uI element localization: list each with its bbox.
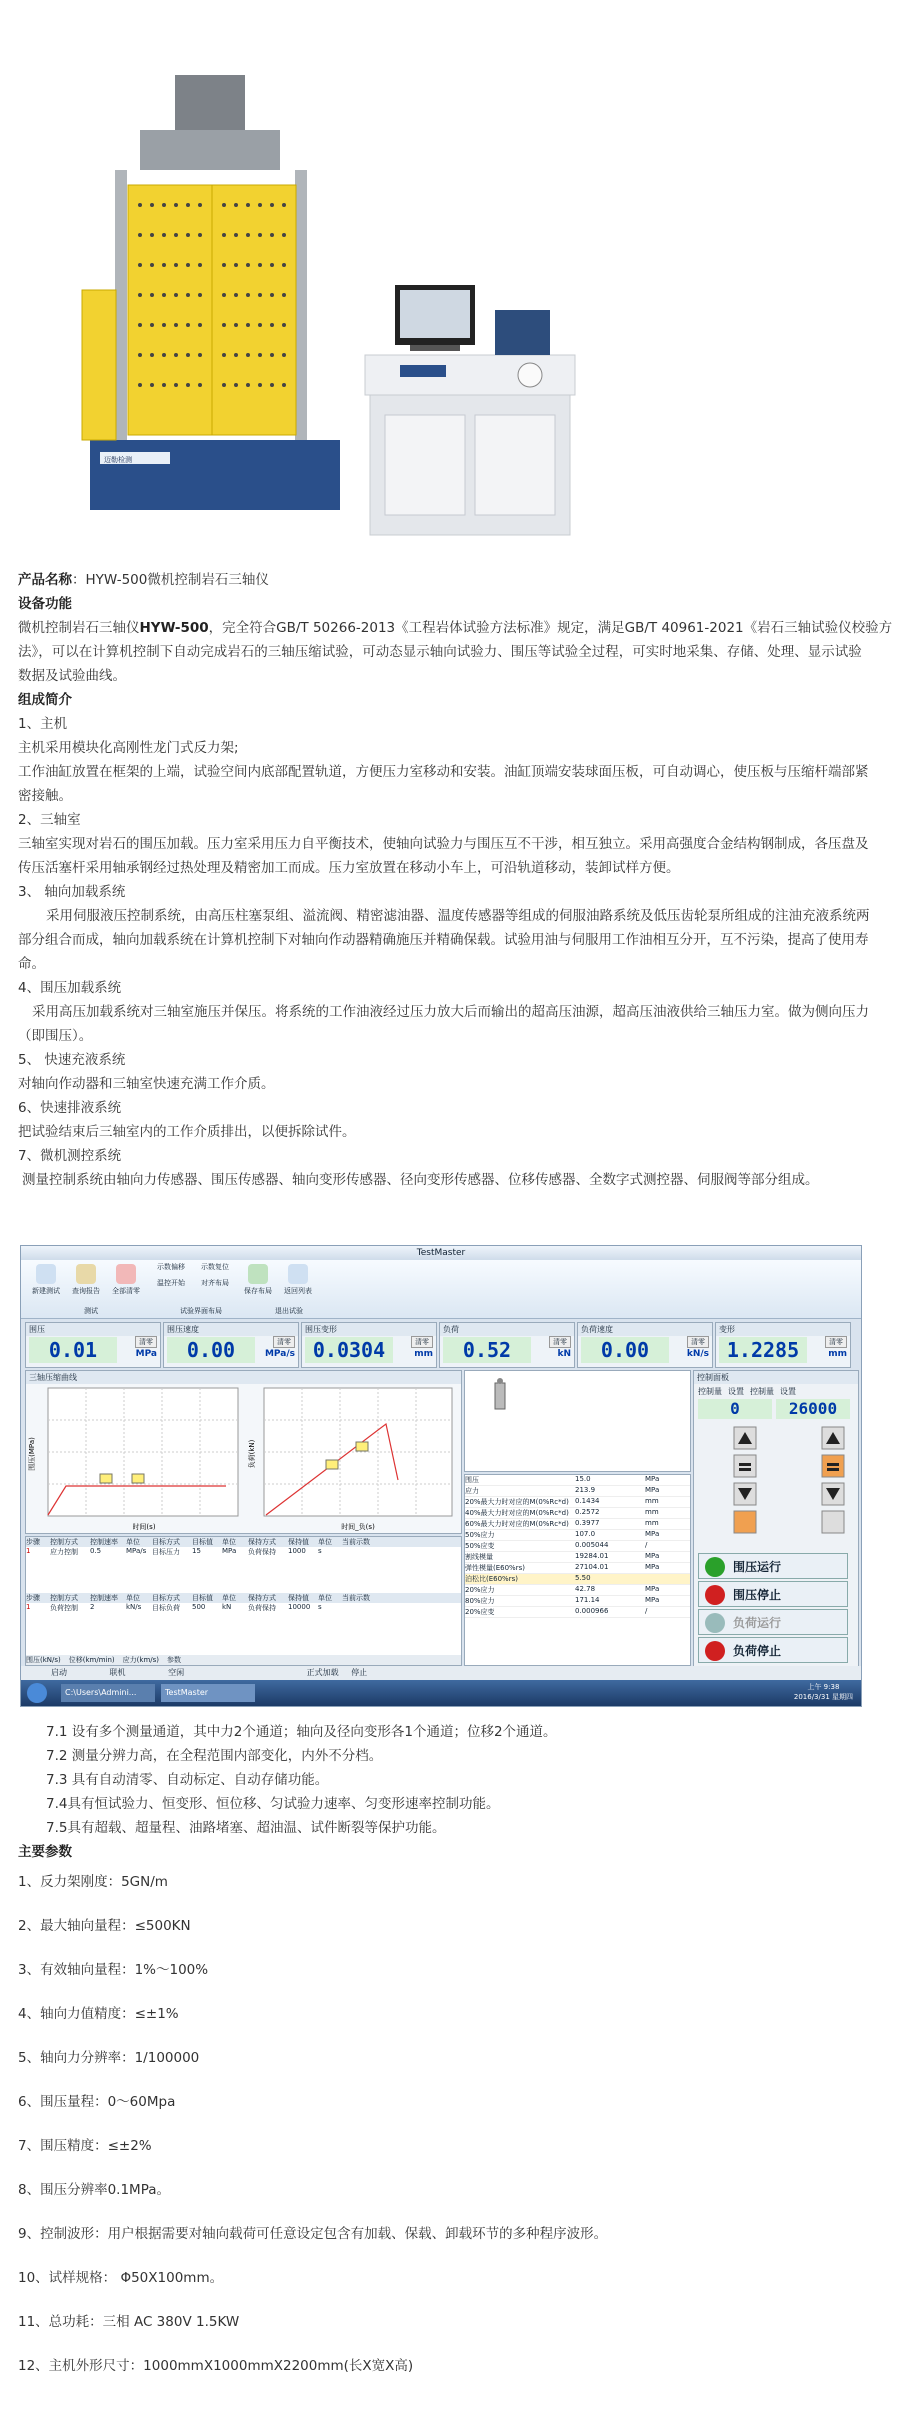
composition-heading: 组成简介 [18, 692, 72, 708]
function-heading: 设备功能 [18, 596, 72, 612]
meter-confining-pressure: 围压 0.01 清零 MPa [25, 1322, 161, 1368]
clock: 上午 9:38 2016/3/31 星期四 [793, 1683, 853, 1701]
results-row: 20%应力 42.78 MPa [465, 1585, 690, 1596]
param-item: 11、总功耗：三相 AC 380V 1.5KW [18, 2314, 240, 2330]
zero-button[interactable]: 清零 [549, 1336, 571, 1348]
tab[interactable]: 围压(kN/s) [26, 1656, 61, 1664]
charts-panel [25, 1370, 462, 1534]
save-icon [248, 1264, 268, 1284]
param-item: 9、控制波形：用户根据需要对轴向载荷可任意设定包含有加载、保载、卸载环节的多种程序波形。 [18, 2226, 608, 2242]
new-test-icon [36, 1264, 56, 1284]
param-item: 10、试样规格： Φ50X100mm。 [18, 2270, 224, 2286]
results-row: 80%应力 171.14 MPa [465, 1596, 690, 1607]
s1-title: 1、主机 [18, 716, 68, 732]
s3-text: 部分组合而成，轴向加载系统在计算机控制下对轴向作动器精确施压并精确保载。试验用油与伺服用工作油相互分开，互不污染，提高了使用寿 [18, 932, 869, 948]
zero-button[interactable]: 清零 [135, 1336, 157, 1348]
tab[interactable]: 参数 [167, 1656, 182, 1664]
group-label: 测试 [84, 1307, 98, 1315]
results-row: 50%应力 107.0 MPa [465, 1530, 690, 1541]
s1-text: 密接触。 [18, 788, 72, 804]
feature-item: 7.4具有恒试验力、恒变形、恒位移、匀试验力速率、匀变形速率控制功能。 [46, 1796, 500, 1812]
curve-charts [26, 1384, 456, 1532]
results-row: 割线模量 19284.01 MPa [465, 1552, 690, 1563]
s6-text: 把试验结束后三轴室内的工作介质排出，以便拆除试件。 [18, 1124, 356, 1140]
specimen-panel [464, 1370, 691, 1472]
step-table-header: 步骤 控制方式 控制速率 单位 目标方式 目标值 单位 保持方式 保持值 单位 当前示数 [26, 1537, 461, 1547]
step-table-header: 步骤 控制方式 控制速率 单位 目标方式 目标值 单位 保持方式 保持值 单位 当前示数 [26, 1593, 461, 1603]
s5-title: 5、 快速充液系统 [18, 1052, 126, 1068]
group-label: 试验界面布局 [180, 1307, 222, 1315]
stop-icon [705, 1585, 725, 1605]
results-table [464, 1474, 691, 1666]
results-row: 弹性模量(E60%rs) 27104.01 MPa [465, 1563, 690, 1574]
s5-text: 对轴向作动器和三轴室快速充满工作介质。 [18, 1076, 275, 1092]
s2-title: 2、三轴室 [18, 812, 81, 828]
control-panel: 控制面板 控制量 设置 控制量 设置 0 26000 围压运行 围压停止 负荷运行 负荷停止 [693, 1370, 859, 1668]
zero-button[interactable]: 清零 [687, 1336, 709, 1348]
tab[interactable]: 位移(km/min) [68, 1656, 115, 1664]
param-item: 5、轴向力分辨率：1/100000 [18, 2050, 200, 2066]
taskbar-app[interactable]: TestMaster [161, 1684, 255, 1702]
start-button[interactable] [27, 1683, 47, 1703]
function-text-3: 数据及试验曲线。 [18, 668, 126, 684]
features-list [18, 1720, 898, 1864]
feature-item: 7.5具有超载、超量程、油路堵塞、超油温、试件断裂等保护功能。 [46, 1820, 446, 1836]
meters-row [25, 1322, 857, 1366]
model-name: HYW-500 [139, 620, 209, 636]
product-info [18, 568, 898, 1192]
status-bar: 启动 联机 空闲 正式加载 停止 [21, 1666, 861, 1680]
meter-load: 负荷 0.52 清零 kN [439, 1322, 575, 1368]
s7-text: 测量控制系统由轴向力传感器、围压传感器、轴向变形传感器、径向变形传感器、位移传感器、全数字式测控器、伺服阀等部分组成。 [22, 1172, 819, 1188]
specimen-icon [475, 1377, 535, 1417]
product-name-label: 产品名称 [18, 572, 72, 588]
params-heading: 主要参数 [18, 1844, 72, 1860]
software-screenshot [20, 1245, 862, 1707]
chart-title: 三轴压缩曲线 [26, 1371, 461, 1384]
product-photo [40, 60, 600, 560]
ribbon [21, 1260, 861, 1319]
s3-title: 3、 轴向加载系统 [18, 884, 126, 900]
results-row: 60%最大力时对应的M(0%Rc*d) 0.3977 mm [465, 1519, 690, 1530]
chart1-xlabel: 时间(s) [132, 1523, 156, 1531]
play-icon [705, 1557, 725, 1577]
load-stop-button[interactable]: 负荷停止 [698, 1637, 848, 1663]
param-item: 12、主机外形尺寸：1000mmX1000mmX2200mm(长X宽X高) [18, 2358, 414, 2374]
taskbar-explorer[interactable]: C:\Users\Admini... [61, 1684, 155, 1702]
step-tables [25, 1536, 462, 1666]
meter-load-rate: 负荷速度 0.00 清零 kN/s [577, 1322, 713, 1368]
tab[interactable]: 应力(km/s) [122, 1656, 160, 1664]
params-list [18, 1872, 898, 2400]
s2-text: 传压活塞杆采用轴承钢经过热处理及精密加工而成。压力室放置在移动小车上，可沿轨道移动，装卸试样方便。 [18, 860, 680, 876]
group-label: 退出试验 [275, 1307, 303, 1315]
taskbar [21, 1680, 861, 1706]
ribbon-zero-all[interactable]: 全部清零 [107, 1264, 145, 1296]
bottom-tabs [26, 1655, 461, 1665]
load-run-button[interactable]: 负荷运行 [698, 1609, 848, 1635]
ribbon-save-layout[interactable]: 保存布局 [239, 1264, 277, 1296]
report-icon [76, 1264, 96, 1284]
results-row: 20%最大力时对应的M(0%Rc*d) 0.1434 mm [465, 1497, 690, 1508]
ribbon-reset[interactable]: 示数复位 [201, 1263, 229, 1271]
pressure-stop-button[interactable]: 围压停止 [698, 1581, 848, 1607]
ribbon-offset[interactable]: 示数偏移 [157, 1263, 185, 1271]
feature-item: 7.3 具有自动清零、自动标定、自动存储功能。 [46, 1772, 329, 1788]
zero-button[interactable]: 清零 [273, 1336, 295, 1348]
play-icon [705, 1613, 725, 1633]
s4-text: 采用高压加载系统对三轴室施压并保压。将系统的工作油液经过压力放大后而输出的超高压油源，超高压油液供给三轴压力室。做为侧向压力 [32, 1004, 869, 1020]
s1-text: 主机采用模块化高刚性龙门式反力架; [18, 740, 239, 756]
feature-item: 7.2 测量分辨力高，在全程范围内部变化，内外不分档。 [46, 1748, 383, 1764]
param-item: 4、轴向力值精度：≤±1% [18, 2006, 179, 2022]
ribbon-return[interactable]: 返回列表 [279, 1264, 317, 1296]
machine-label: 迈勒检测 [104, 456, 132, 464]
meter-pressure-deform: 围压变形 0.0304 清零 mm [301, 1322, 437, 1368]
s4-title: 4、围压加载系统 [18, 980, 122, 996]
results-row: 20%应变 0.000966 / [465, 1607, 690, 1618]
control-value-load: 26000 [776, 1399, 850, 1419]
chart2-xlabel: 时间_负(s) [341, 1523, 375, 1531]
s6-title: 6、快速排液系统 [18, 1100, 122, 1116]
param-item: 2、最大轴向量程：≤500KN [18, 1918, 191, 1934]
ribbon-align[interactable]: 对齐布局 [201, 1279, 229, 1287]
s3-text: 采用伺服液压控制系统，由高压柱塞泵组、溢流阀、精密滤油器、温度传感器等组成的伺服油路系统及低压齿轮泵所组成的注油充液系统两 [46, 908, 870, 924]
param-item: 6、围压量程：0～60Mpa [18, 2094, 176, 2110]
pressure-run-button[interactable]: 围压运行 [698, 1553, 848, 1579]
chart1-ylabel: 围压(MPa) [28, 1437, 36, 1471]
jog-buttons[interactable] [694, 1423, 854, 1543]
step-row[interactable]: 1 负荷控制 2 kN/s 目标负荷 500 kN 负荷保持 10000 s [26, 1603, 322, 1612]
chart2-ylabel: 负荷(kN) [248, 1439, 256, 1469]
param-item: 3、有效轴向量程：1%～100% [18, 1962, 209, 1978]
feature-item: 7.1 设有多个测量通道，其中力2个通道；轴向及径向变形各1个通道；位移2个通道。 [46, 1724, 557, 1740]
s4-text: （即围压）。 [18, 1028, 93, 1044]
window-title: TestMaster [21, 1246, 861, 1260]
results-row: 泊松比(E60%rs) 5.50 [465, 1574, 690, 1585]
function-text-1: 微机控制岩石三轴仪HYW-500，完全符合GB/T 50266-2013《工程岩体试验方法标准》规定，满足GB/T 40961-2021《岩石三轴试验仪校验方 [18, 620, 893, 636]
step-row[interactable]: 1 应力控制 0.5 MPa/s 目标压力 15 MPa 负荷保持 1000 s [26, 1547, 322, 1556]
param-item: 8、围压分辨率0.1MPa。 [18, 2182, 171, 2198]
product-name-line [18, 568, 898, 592]
results-row: 50%应变 0.005044 / [465, 1541, 690, 1552]
control-value-pressure: 0 [698, 1399, 772, 1419]
stop-icon [705, 1641, 725, 1661]
zero-button[interactable]: 清零 [411, 1336, 433, 1348]
product-name-value: ：HYW-500微机控制岩石三轴仪 [72, 572, 269, 588]
zero-button[interactable]: 清零 [825, 1336, 847, 1348]
results-row: 应力 213.9 MPa [465, 1486, 690, 1497]
meter-pressure-rate: 围压速度 0.00 清零 MPa/s [163, 1322, 299, 1368]
return-icon [288, 1264, 308, 1284]
s1-text: 工作油缸放置在框架的上端，试验空间内底部配置轨道，方便压力室移动和安装。油缸顶端安装球面压板，可自动调心，使压板与压缩杆端部紧 [18, 764, 869, 780]
s2-text: 三轴室实现对岩石的围压加载。压力室采用压力自平衡技术，使轴向试验力与围压互不干涉，相互独立。采用高强度合金结构钢制成，各压盘及 [18, 836, 869, 852]
ribbon-temp[interactable]: 温控开始 [157, 1279, 185, 1287]
s3-text: 命。 [18, 956, 45, 972]
zero-icon [116, 1264, 136, 1284]
results-row: 围压 15.0 MPa [465, 1475, 690, 1486]
param-item: 1、反力架刚度：5GN/m [18, 1874, 168, 1890]
meter-deformation: 变形 1.2285 清零 mm [715, 1322, 851, 1368]
s7-title: 7、微机测控系统 [18, 1148, 122, 1164]
ribbon-query-report[interactable]: 查询报告 [67, 1264, 105, 1296]
ribbon-new-test[interactable]: 新建测试 [27, 1264, 65, 1296]
results-row: 40%最大力时对应的M(0%Rc*d) 0.2572 mm [465, 1508, 690, 1519]
function-text-2: 法》，可以在计算机控制下自动完成岩石的三轴压缩试验，可动态显示轴向试验力、围压等试验全过程，可实时地采集、存储、处理、显示试验 [18, 644, 862, 660]
param-item: 7、围压精度：≤±2% [18, 2138, 152, 2154]
